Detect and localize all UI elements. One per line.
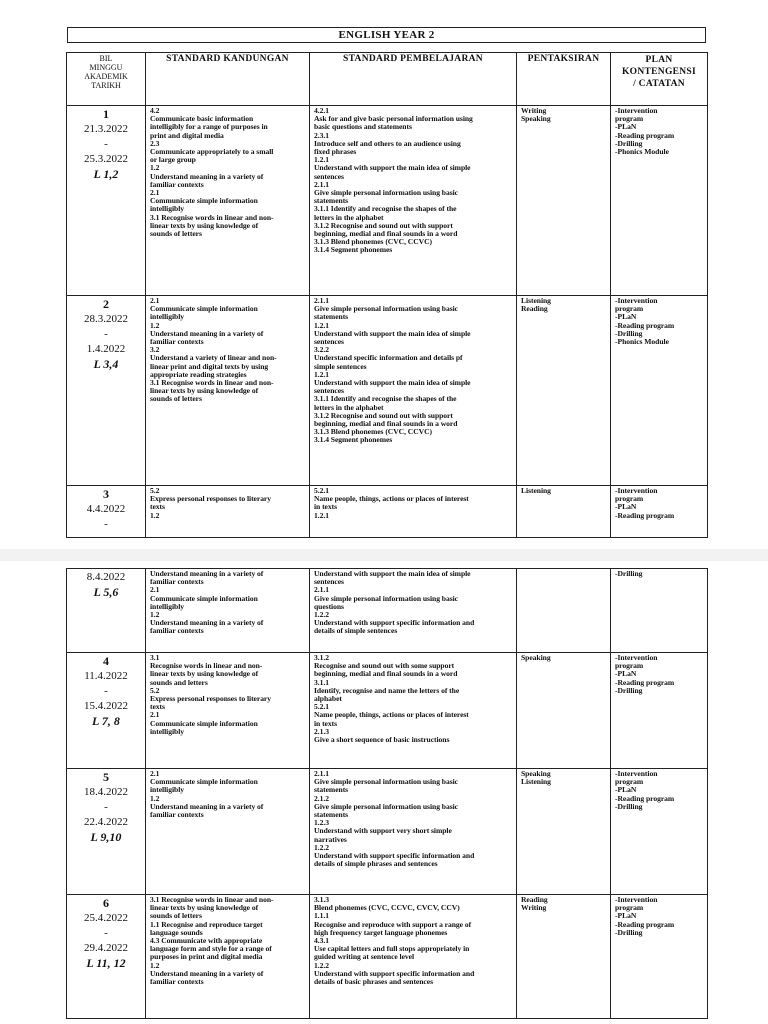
kandungan-line: Communicate simple information: [150, 777, 258, 787]
kandungan-line: Understand meaning in a variety of: [150, 171, 264, 181]
kandungan-line: 3.1: [150, 653, 160, 662]
header-plan-line: PLAN: [645, 55, 673, 65]
week-lesson: L 7, 8: [92, 714, 120, 728]
kandungan-line: intelligibly: [150, 785, 184, 795]
week-dash: -: [104, 328, 108, 340]
kandungan-cell: [146, 106, 310, 296]
week-start-date: 28.3.2022: [84, 313, 128, 325]
pentaksiran-line: Listening: [521, 777, 551, 787]
plan-line: -Phonics Module: [615, 337, 669, 347]
pembelajaran-line: Understand with support specific information and: [314, 851, 475, 861]
plan-line: -Intervention: [615, 769, 658, 778]
kandungan-line: or large group: [150, 155, 196, 165]
plan-cell: [611, 106, 708, 296]
kandungan-line: sounds of letters: [150, 911, 202, 921]
week-dash: -: [104, 927, 108, 939]
kandungan-line: familiar contexts: [150, 179, 204, 189]
week-cell: [67, 769, 146, 895]
pentaksiran-cell: [517, 106, 611, 296]
pembelajaran-cell: [310, 296, 517, 486]
pembelajaran-line: 3.2.2: [314, 345, 329, 355]
pembelajaran-line: 1.2.3: [314, 818, 329, 828]
kandungan-line: print and digital media: [150, 130, 224, 140]
plan-line: -Reading program: [615, 793, 675, 803]
kandungan-line: 2.1: [150, 769, 160, 778]
pembelajaran-line: 5.2.1: [314, 486, 329, 495]
kandungan-line: linear texts by using knowledge of: [150, 386, 259, 396]
kandungan-line: familiar contexts: [150, 626, 204, 636]
table-row: [67, 296, 708, 486]
pembelajaran-line: in texts: [314, 718, 338, 728]
pembelajaran-line: 1.2.1: [314, 369, 329, 379]
plan-line: -Drilling: [615, 801, 643, 811]
kandungan-line: 4.2: [150, 106, 160, 115]
pembelajaran-line: 2.1.1: [314, 296, 329, 305]
pembelajaran-line: guided writing at sentence level: [314, 952, 415, 962]
pembelajaran-line: Blend phonemes (CVC, CCVC, CVCV, CCV): [314, 903, 460, 913]
pembelajaran-line: 2.1.2: [314, 793, 329, 803]
pembelajaran-line: Give simple personal information using basic: [314, 304, 458, 314]
week-cell: [67, 653, 146, 769]
kandungan-line: 1.1 Recognise and reproduce target: [150, 919, 263, 929]
week-lesson: L 3,4: [93, 357, 119, 371]
table-row: [67, 895, 708, 1019]
pembelajaran-line: statements: [314, 810, 349, 820]
kandungan-line: 3.1 Recognise words in linear and non-: [150, 212, 274, 222]
pembelajaran-line: statements: [314, 312, 349, 322]
kandungan-line: 2.3: [150, 138, 160, 148]
plan-line: -Reading program: [615, 919, 675, 929]
document-title: ENGLISH YEAR 2: [67, 27, 706, 43]
week-dash: -: [104, 518, 108, 530]
pentaksiran-line: Speaking: [521, 653, 551, 662]
kandungan-cell: [146, 569, 310, 653]
plan-line: program: [615, 304, 644, 314]
plan-line: -Intervention: [615, 486, 658, 495]
plan-line: -Drilling: [615, 685, 643, 695]
pembelajaran-line: 1.2.2: [314, 960, 329, 970]
header-plan-line: KONTENGENSI: [621, 67, 697, 77]
plan-line: -Reading program: [615, 130, 675, 140]
header-week-line: MINGGU: [89, 63, 123, 72]
pentaksiran-line: Writing: [521, 903, 547, 913]
kandungan-line: 1.2: [150, 610, 160, 620]
kandungan-line: 5.2: [150, 486, 160, 495]
plan-line: -PLaN: [615, 911, 637, 921]
pembelajaran-line: sentences: [314, 386, 344, 396]
pembelajaran-line: basic questions and statements: [314, 122, 412, 132]
pembelajaran-line: 3.1.2: [314, 653, 329, 662]
pembelajaran-line: alphabet: [314, 694, 342, 704]
week-number: 5: [103, 770, 109, 784]
pembelajaran-line: Give simple personal information using basic: [314, 777, 458, 787]
kandungan-line: texts: [150, 502, 165, 512]
plan-line: -Drilling: [615, 927, 643, 937]
plan-cell: [611, 569, 708, 653]
week-end-date: 25.3.2022: [84, 153, 128, 165]
pembelajaran-line: in texts: [314, 502, 338, 512]
plan-line: -Intervention: [615, 296, 658, 305]
kandungan-line: 1.2: [150, 793, 160, 803]
pembelajaran-line: Recognise and sound out with some support: [314, 661, 455, 671]
pembelajaran-line: Name people, things, actions or places of interest: [314, 494, 469, 504]
pembelajaran-line: 5.2.1: [314, 702, 329, 712]
week-number: 6: [103, 896, 109, 910]
pembelajaran-line: 3.1.4 Segment phonemes: [314, 435, 393, 445]
kandungan-line: Communicate basic information: [150, 114, 254, 124]
kandungan-cell: [146, 653, 310, 769]
pembelajaran-line: Understand with support the main idea of simple: [314, 569, 471, 578]
header-week-line: TARIKH: [91, 81, 121, 90]
pembelajaran-line: beginning, medial and final sounds in a word: [314, 419, 458, 429]
week-number: 2: [103, 297, 109, 311]
week-number: 4: [103, 654, 109, 668]
kandungan-line: Understand meaning in a variety of: [150, 569, 264, 578]
week-cell: [67, 569, 146, 653]
pembelajaran-line: letters in the alphabet: [314, 402, 384, 412]
pembelajaran-line: 3.1.3 Blend phonemes (CVC, CCVC): [314, 237, 433, 247]
kandungan-line: 2.1: [150, 188, 160, 198]
kandungan-line: intelligibly for a range of purposes in: [150, 122, 268, 132]
plan-line: program: [615, 661, 644, 671]
pembelajaran-line: simple sentences: [314, 361, 367, 371]
pembelajaran-line: Give simple personal information using basic: [314, 801, 458, 811]
kandungan-line: 2.1: [150, 710, 160, 720]
kandungan-line: familiar contexts: [150, 810, 204, 820]
kandungan-line: Understand meaning in a variety of: [150, 328, 264, 338]
pembelajaran-line: Name people, things, actions or places of interest: [314, 710, 469, 720]
pembelajaran-line: 3.1.2 Recognise and sound out with support: [314, 220, 453, 230]
pembelajaran-line: Give simple personal information using basic: [314, 593, 458, 603]
pembelajaran-line: Give simple personal information using basic: [314, 188, 458, 198]
pembelajaran-line: 1.2.1: [314, 320, 329, 330]
kandungan-line: 3.1 Recognise words in linear and non-: [150, 378, 274, 388]
pembelajaran-line: Understand with support specific information and: [314, 618, 475, 628]
week-cell: [67, 895, 146, 1019]
kandungan-line: Understand meaning in a variety of: [150, 801, 264, 811]
kandungan-line: Communicate simple information: [150, 196, 258, 206]
kandungan-line: Recognise words in linear and non-: [150, 661, 263, 671]
week-end-date: 29.4.2022: [84, 942, 128, 954]
pentaksiran-cell: [517, 296, 611, 486]
kandungan-line: intelligibly: [150, 312, 184, 322]
pembelajaran-line: 3.1.1 Identify and recognise the shapes of the: [314, 204, 457, 214]
pentaksiran-line: Listening: [521, 296, 551, 305]
pembelajaran-line: Use capital letters and full stops appropriately in: [314, 944, 470, 954]
week-dash: -: [104, 801, 108, 813]
plan-cell: [611, 296, 708, 486]
pembelajaran-line: 3.1.1: [314, 677, 329, 687]
kandungan-line: 3.1 Recognise words in linear and non-: [150, 895, 274, 904]
kandungan-line: familiar contexts: [150, 577, 204, 587]
pembelajaran-line: 1.1.1: [314, 911, 329, 921]
pembelajaran-line: Identify, recognise and name the letters of the: [314, 685, 460, 695]
week-dash: -: [104, 138, 108, 150]
week-lesson: L 5,6: [93, 585, 119, 599]
header-week-line: BIL: [99, 54, 113, 63]
week-start-date: 18.4.2022: [84, 786, 128, 798]
pembelajaran-line: Recognise and reproduce with support a range of: [314, 919, 472, 929]
pembelajaran-line: sentences: [314, 337, 344, 347]
pentaksiran-line: Writing: [521, 106, 547, 115]
pembelajaran-line: sentences: [314, 577, 344, 587]
plan-line: -PLaN: [615, 669, 637, 679]
header-plan: [611, 53, 708, 106]
pembelajaran-line: Understand with support the main idea of simple: [314, 328, 471, 338]
kandungan-line: linear texts by using knowledge of: [150, 220, 259, 230]
week-lesson: L 1,2: [93, 167, 119, 181]
plan-line: -Phonics Module: [615, 147, 669, 157]
plan-cell: [611, 486, 708, 538]
pembelajaran-line: 1.2.2: [314, 842, 329, 852]
plan-line: -Drilling: [615, 328, 643, 338]
pembelajaran-line: Understand specific information and details pf: [314, 353, 463, 363]
pembelajaran-cell: [310, 106, 517, 296]
pembelajaran-line: 3.1.3 Blend phonemes (CVC, CCVC): [314, 427, 433, 437]
pembelajaran-line: Understand with support very short simple: [314, 826, 452, 836]
pembelajaran-line: Understand with support the main idea of simple: [314, 378, 471, 388]
week-start-date: 25.4.2022: [84, 912, 128, 924]
week-end-date: 22.4.2022: [84, 816, 128, 828]
plan-line: -Drilling: [615, 569, 643, 578]
pentaksiran-line: Speaking: [521, 114, 551, 124]
header-week: [67, 53, 146, 106]
plan-line: -Reading program: [615, 677, 675, 687]
pembelajaran-line: statements: [314, 785, 349, 795]
kandungan-line: sounds of letters: [150, 394, 202, 404]
pembelajaran-line: 4.3.1: [314, 936, 329, 946]
pembelajaran-line: beginning, medial and final sounds in a word: [314, 229, 458, 239]
pembelajaran-line: Understand with support specific information and: [314, 968, 475, 978]
kandungan-line: 1.2: [150, 960, 160, 970]
pembelajaran-line: fixed phrases: [314, 147, 357, 157]
pembelajaran-line: details of simple sentences: [314, 626, 398, 636]
pentaksiran-line: Listening: [521, 486, 551, 495]
week-start-date: 11.4.2022: [84, 670, 128, 682]
pentaksiran-line: Reading: [521, 895, 548, 904]
pentaksiran-cell: [517, 895, 611, 1019]
header-pentaksiran: PENTAKSIRAN: [517, 53, 611, 106]
kandungan-line: familiar contexts: [150, 337, 204, 347]
table-row: [67, 569, 708, 653]
kandungan-line: Express personal responses to literary: [150, 494, 272, 504]
pentaksiran-line: Speaking: [521, 769, 551, 778]
pembelajaran-cell: [310, 569, 517, 653]
pembelajaran-cell: [310, 769, 517, 895]
plan-line: -PLaN: [615, 122, 637, 132]
pentaksiran-cell: [517, 569, 611, 653]
plan-cell: [611, 653, 708, 769]
table-header-row: [67, 53, 708, 106]
kandungan-line: 4.3 Communicate with appropriate: [150, 936, 263, 946]
kandungan-cell: [146, 895, 310, 1019]
plan-line: program: [615, 903, 644, 913]
plan-cell: [611, 769, 708, 895]
pembelajaran-line: 2.1.1: [314, 179, 329, 189]
pembelajaran-line: details of simple phrases and sentences: [314, 859, 438, 869]
week-lesson: L 11, 12: [86, 956, 126, 970]
kandungan-line: 1.2: [150, 163, 160, 173]
week-start-date: 21.3.2022: [84, 123, 128, 135]
pembelajaran-line: Introduce self and others to an audience using: [314, 138, 461, 148]
scheme-of-work-table-2: [66, 568, 708, 1019]
plan-line: -Drilling: [615, 138, 643, 148]
week-end-date: 15.4.2022: [84, 700, 128, 712]
kandungan-line: 2.1: [150, 296, 160, 305]
scheme-of-work-table-1: [66, 52, 708, 538]
kandungan-line: Communicate appropriately to a small: [150, 147, 274, 157]
table-row: [67, 653, 708, 769]
kandungan-line: Communicate simple information: [150, 593, 258, 603]
kandungan-line: Communicate simple information: [150, 718, 258, 728]
kandungan-cell: [146, 486, 310, 538]
pembelajaran-cell: [310, 653, 517, 769]
pembelajaran-cell: [310, 895, 517, 1019]
kandungan-line: Communicate simple information: [150, 304, 258, 314]
plan-line: program: [615, 114, 644, 124]
kandungan-line: 1.2: [150, 320, 160, 330]
plan-line: program: [615, 494, 644, 504]
kandungan-line: Understand a variety of linear and non-: [150, 353, 277, 363]
pembelajaran-line: 3.1.1 Identify and recognise the shapes of the: [314, 394, 457, 404]
kandungan-line: Understand meaning in a variety of: [150, 618, 264, 628]
pembelajaran-line: 3.1.3: [314, 895, 329, 904]
week-number: 3: [103, 487, 109, 501]
pentaksiran-cell: [517, 769, 611, 895]
pembelajaran-line: 1.2.1: [314, 155, 329, 165]
pembelajaran-line: 2.3.1: [314, 130, 329, 140]
week-end-date: 1.4.2022: [86, 343, 126, 355]
week-cell: [67, 106, 146, 296]
pembelajaran-line: letters in the alphabet: [314, 212, 384, 222]
kandungan-line: linear texts by using knowledge of: [150, 669, 259, 679]
pembelajaran-line: questions: [314, 601, 344, 611]
kandungan-line: familiar contexts: [150, 977, 204, 987]
pembelajaran-line: sentences: [314, 171, 344, 181]
kandungan-line: 5.2: [150, 685, 160, 695]
pembelajaran-line: 1.2.1: [314, 510, 329, 520]
header-plan-line: / CATATAN: [633, 79, 685, 89]
week-lesson: L 9,10: [90, 830, 122, 844]
pembelajaran-line: beginning, medial and final sounds in a word: [314, 669, 458, 679]
pembelajaran-line: Ask for and give basic personal information using: [314, 114, 473, 124]
pembelajaran-line: details of basic phrases and sentences: [314, 977, 433, 987]
pembelajaran-line: Give a short sequence of basic instructions: [314, 735, 450, 745]
table-row: [67, 486, 708, 538]
pembelajaran-line: 4.2.1: [314, 106, 329, 115]
kandungan-line: language form and style for a range of: [150, 944, 272, 954]
plan-line: program: [615, 777, 644, 787]
kandungan-line: intelligibly: [150, 204, 184, 214]
kandungan-line: Express personal responses to literary: [150, 694, 272, 704]
plan-line: -Intervention: [615, 106, 658, 115]
plan-line: -Intervention: [615, 653, 658, 662]
plan-line: -PLaN: [615, 502, 637, 512]
plan-line: -PLaN: [615, 785, 637, 795]
kandungan-line: intelligibly: [150, 601, 184, 611]
pembelajaran-line: 2.1.3: [314, 726, 329, 736]
kandungan-cell: [146, 769, 310, 895]
pembelajaran-line: narratives: [314, 834, 347, 844]
pentaksiran-line: Reading: [521, 304, 548, 314]
kandungan-line: 1.2: [150, 510, 160, 520]
kandungan-line: linear print and digital texts by using: [150, 361, 269, 371]
week-start-date: 4.4.2022: [86, 503, 126, 515]
pembelajaran-line: statements: [314, 196, 349, 206]
kandungan-line: 2.1: [150, 585, 160, 595]
kandungan-line: sounds of letters: [150, 229, 202, 239]
pembelajaran-line: 3.1.2 Recognise and sound out with support: [314, 410, 453, 420]
kandungan-line: language sounds: [150, 927, 203, 937]
plan-line: -PLaN: [615, 312, 637, 322]
pembelajaran-line: 1.2.2: [314, 610, 329, 620]
plan-line: -Intervention: [615, 895, 658, 904]
pembelajaran-line: 2.1.1: [314, 769, 329, 778]
plan-cell: [611, 895, 708, 1019]
pembelajaran-cell: [310, 486, 517, 538]
week-number: 1: [103, 107, 109, 121]
pembelajaran-line: high frequency target language phonemes: [314, 927, 448, 937]
kandungan-line: 3.2: [150, 345, 160, 355]
plan-line: -Reading program: [615, 510, 675, 520]
kandungan-line: texts: [150, 702, 165, 712]
week-dash: -: [104, 685, 108, 697]
pembelajaran-line: Understand with support the main idea of simple: [314, 163, 471, 173]
table-row: [67, 769, 708, 895]
pembelajaran-line: 3.1.4 Segment phonemes: [314, 245, 393, 255]
kandungan-cell: [146, 296, 310, 486]
week-cell: [67, 486, 146, 538]
kandungan-line: linear texts by using knowledge of: [150, 903, 259, 913]
header-standard-kandungan: STANDARD KANDUNGAN: [146, 53, 310, 106]
kandungan-line: intelligibly: [150, 726, 184, 736]
header-standard-pembelajaran: STANDARD PEMBELAJARAN: [310, 53, 517, 106]
pembelajaran-line: 2.1.1: [314, 585, 329, 595]
kandungan-line: appropriate reading strategies: [150, 369, 247, 379]
pentaksiran-cell: [517, 653, 611, 769]
kandungan-line: Understand meaning in a variety of: [150, 968, 264, 978]
kandungan-line: purposes in print and digital media: [150, 952, 263, 962]
header-week-line: AKADEMIK: [84, 72, 128, 81]
week-end-date: 8.4.2022: [86, 571, 126, 583]
pentaksiran-cell: [517, 486, 611, 538]
week-cell: [67, 296, 146, 486]
table-row: [67, 106, 708, 296]
plan-line: -Reading program: [615, 320, 675, 330]
kandungan-line: sounds and letters: [150, 677, 208, 687]
